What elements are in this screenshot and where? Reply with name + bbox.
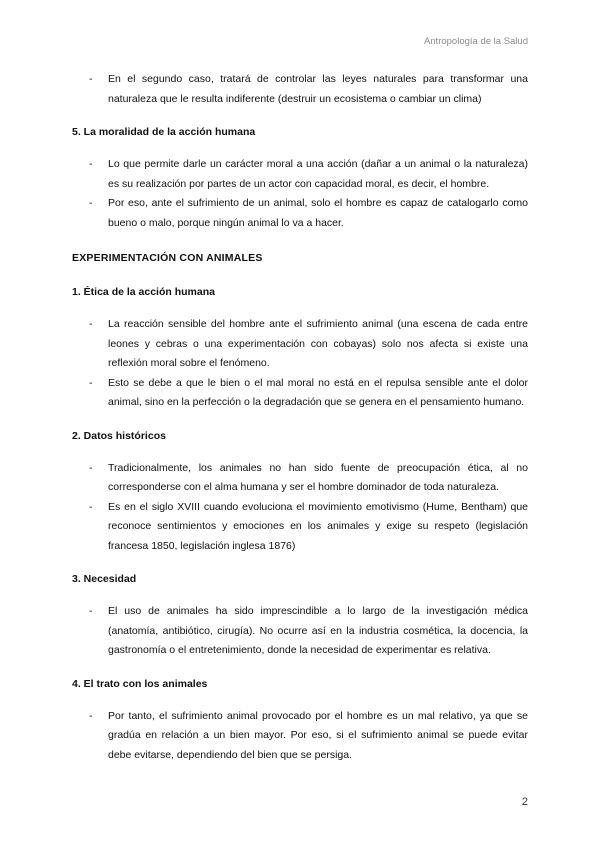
running-header: Antropología de la Salud <box>423 36 528 47</box>
list-item: - Lo que permite darle un carácter moral a una acción (dañar a un animal o la naturaleza) es su realización por partes de un actor con capacidad moral, es decir, el hombre. <box>72 155 528 194</box>
list-item: - El uso de animales ha sido imprescindible a lo largo de la investigación médica (anatomía, antibiótico, cirugía). No ocurre así en la industria cosmética, la docencia, la gastronomía o el entretenimiento, donde la necesidad de experimentar es relativa. <box>72 602 528 661</box>
sub3-list <box>72 602 528 661</box>
subsection-heading: 2. Datos históricos <box>72 429 166 442</box>
list-item: - La reacción sensible del hombre ante el sufrimiento animal (una escena de cada entre leones y cebras o una experimentación con cobayas) solo nos afecta si existe una reflexión moral sobre el fenómeno. <box>72 315 528 374</box>
subsection-heading: 1. Ética de la acción humana <box>72 286 215 298</box>
list-item: - En el segundo caso, tratará de controlar las leyes naturales para transformar una naturaleza que le resulta indiferente (destruir un ecosistema o cambiar un clima) <box>72 70 528 109</box>
subsection-heading: 4. El trato con los animales <box>72 677 208 690</box>
sub4-list <box>72 707 528 766</box>
list-item: - Esto se debe a que le bien o el mal moral no está en el repulsa sensible ante el dolor animal, sino en la perfección o la degradación que se genera en el pensamiento humano. <box>72 374 528 413</box>
bullet-dash: - <box>89 376 93 389</box>
list-item: - Es en el siglo XVIII cuando evoluciona el movimiento emotivismo (Hume, Bentham) que reconoce sentimientos y emociones en los animales y exige su respeto (legislación francesa 1850, legislación inglesa 1876) <box>72 498 528 557</box>
bullet-dash: - <box>89 158 93 170</box>
main-heading: EXPERIMENTACIÓN CON ANIMALES <box>72 252 263 264</box>
section5-list <box>72 155 528 233</box>
bullet-dash: - <box>89 73 93 85</box>
list-item: - Por eso, ante el sufrimiento de un animal, solo el hombre es capaz de catalogarlo como bueno o malo, porque ningún animal lo va a hacer. <box>72 194 528 233</box>
list-item: - Por tanto, el sufrimiento animal provocado por el hombre es un mal relativo, ya que se gradúa en relación a un bien mayor. Por eso, si el sufrimiento animal se puede evitar debe evitarse, dependiendo del bien que se persiga. <box>72 707 528 766</box>
bullet-dash: - <box>89 500 93 513</box>
intro-list <box>72 70 528 109</box>
bullet-dash: - <box>89 318 93 330</box>
sub1-list <box>72 315 528 413</box>
list-item: - Tradicionalmente, los animales no han sido fuente de preocupación ética, al no corresponderse con el alma humana y ser el hombre dominador de toda naturaleza. <box>72 459 528 498</box>
page-content <box>72 70 528 765</box>
bullet-dash: - <box>89 709 93 722</box>
page-number: 2 <box>521 796 528 808</box>
subsection-heading: 3. Necesidad <box>72 573 137 585</box>
section-heading: 5. La moralidad de la acción humana <box>72 126 256 138</box>
bullet-dash: - <box>89 197 93 209</box>
bullet-dash: - <box>89 461 93 474</box>
bullet-dash: - <box>89 605 93 617</box>
sub2-list <box>72 459 528 557</box>
